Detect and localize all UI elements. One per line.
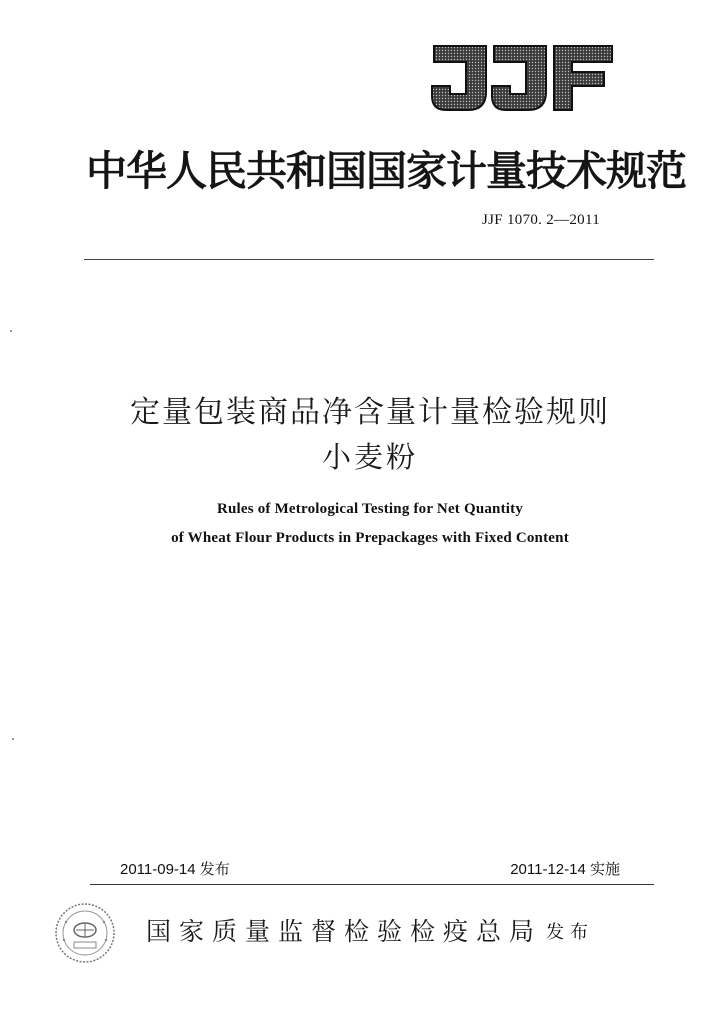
issue-date: 2011-09-14 发布 [120, 861, 230, 878]
jjf-logo [426, 40, 616, 116]
issuing-authority-suffix: 发布 [546, 922, 594, 943]
document-subtitle-zh: 小麦粉 [321, 440, 418, 474]
implementation-date: 2011-12-14 实施 [510, 861, 620, 878]
document-title-en-line2: of Wheat Flour Products in Prepackages with Fixed Content [171, 530, 569, 546]
document-title-zh: 定量包装商品净含量计量检验规则 [130, 395, 610, 430]
standard-number: JJF 1070. 2—2011 [481, 212, 600, 228]
document-title-en-line1: Rules of Metrological Testing for Net Quantity [216, 501, 524, 517]
organization-title: 中华人民共和国国家计量技术规范 [86, 147, 686, 195]
divider-top [84, 259, 654, 260]
divider-bottom [90, 884, 654, 885]
official-seal-icon [54, 902, 116, 964]
scan-speck [10, 330, 12, 332]
scan-speck [12, 738, 14, 740]
issuing-authority: 国家质量监督检验检疫总局 [146, 917, 543, 946]
